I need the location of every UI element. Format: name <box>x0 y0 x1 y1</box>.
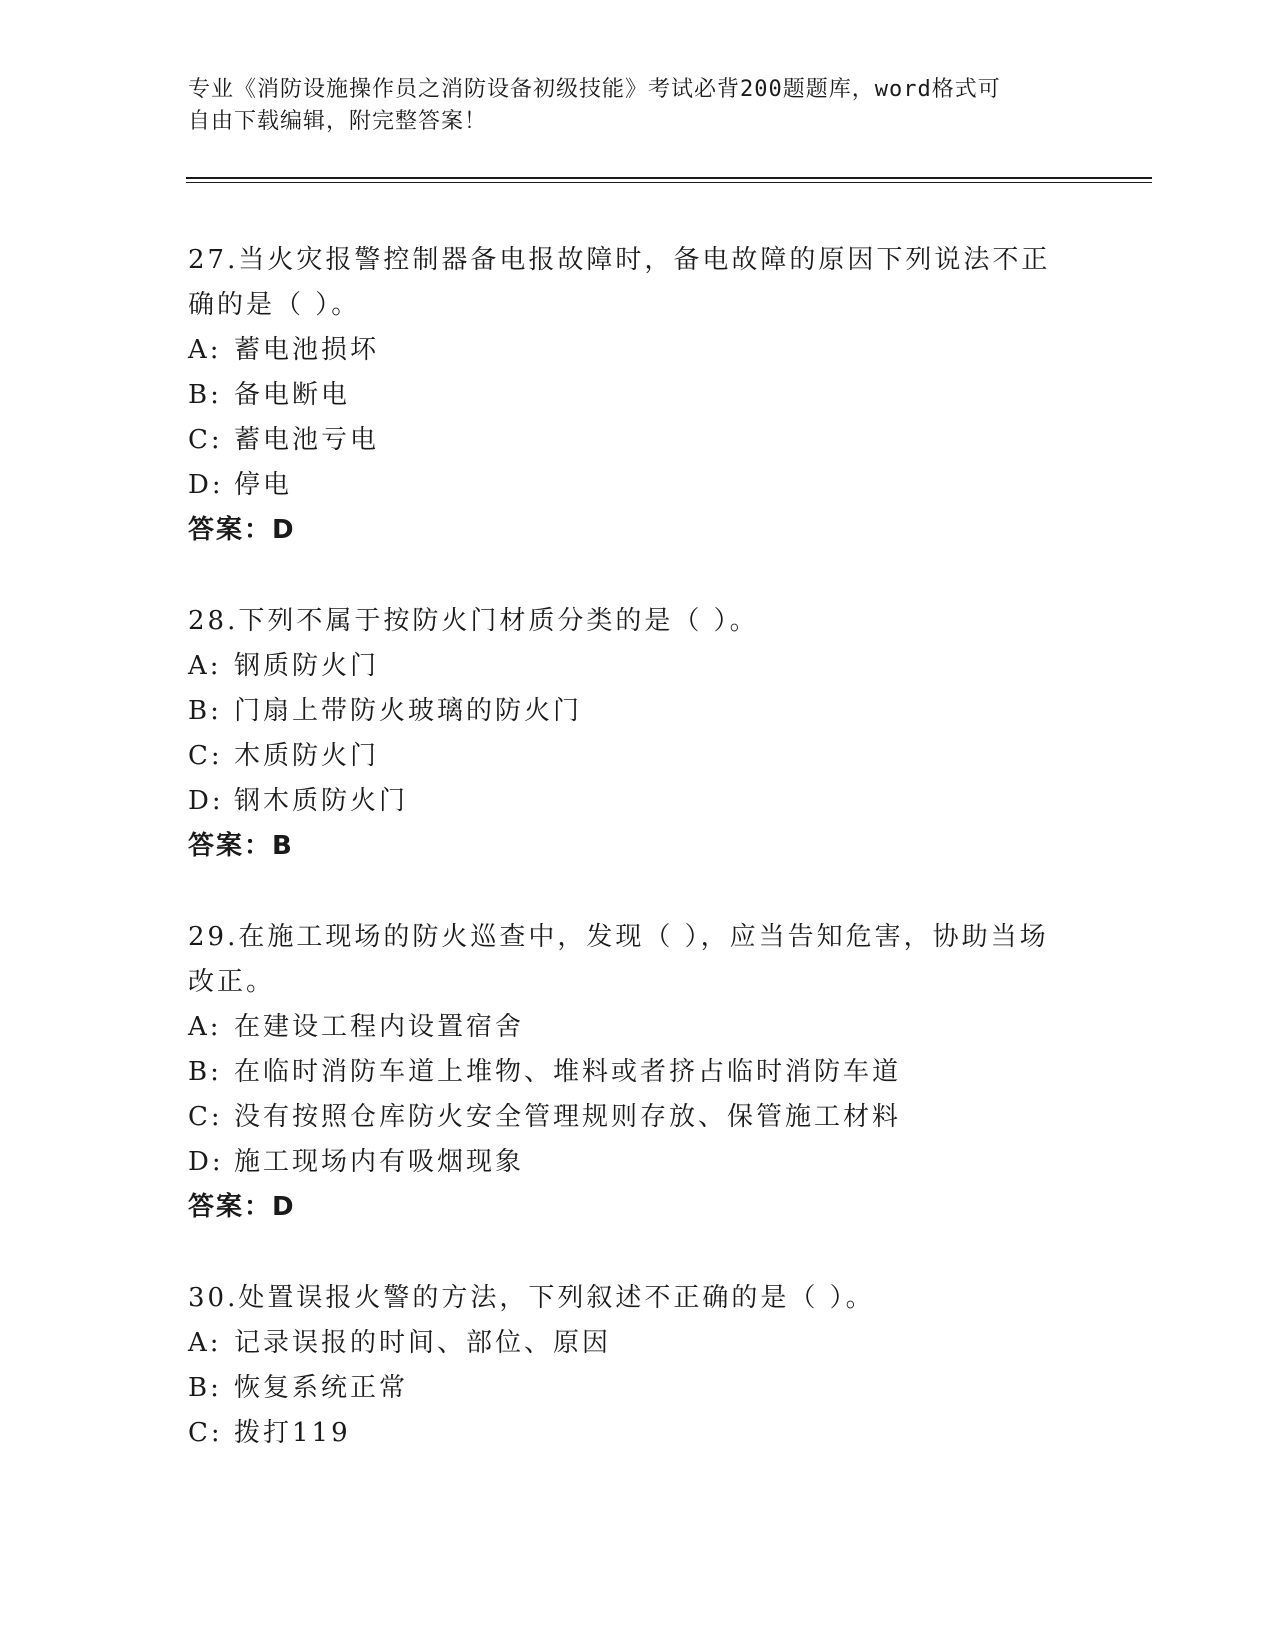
option-text: 木质防火门 <box>234 741 380 771</box>
header-line-2: 自由下载编辑，附完整答案！ <box>188 109 488 134</box>
document-header <box>188 74 1068 138</box>
option-c <box>188 1095 1088 1140</box>
option-b <box>188 1366 1088 1411</box>
question-text: 28.下列不属于按防火门材质分类的是（ ）。 <box>188 606 759 636</box>
option-a <box>188 328 1088 373</box>
answer-line: 答案：B <box>188 831 294 861</box>
option-letter: A: <box>188 1328 222 1358</box>
option-letter: C: <box>188 1102 223 1132</box>
header-divider-thick <box>186 177 1152 179</box>
option-text: 停电 <box>234 470 293 500</box>
option-text: 蓄电池亏电 <box>234 425 380 455</box>
header-line-1: 专业《消防设施操作员之消防设备初级技能》考试必背200题题库，word格式可 <box>188 77 1001 102</box>
question-27 <box>188 238 1088 553</box>
option-text: 记录误报的时间、部位、原因 <box>234 1328 612 1358</box>
answer-line: 答案：D <box>188 515 296 545</box>
header-divider-thin <box>186 182 1152 183</box>
question-list <box>188 238 1088 1502</box>
option-text: 备电断电 <box>234 380 351 410</box>
option-letter: D: <box>188 1147 224 1177</box>
question-29 <box>188 915 1088 1230</box>
option-b <box>188 689 1088 734</box>
question-text: 30.处置误报火警的方法，下列叙述不正确的是（ ）。 <box>188 1283 875 1313</box>
option-letter: D: <box>188 786 224 816</box>
option-letter: A: <box>188 1012 222 1042</box>
option-text: 在临时消防车道上堆物、堆料或者挤占临时消防车道 <box>234 1057 902 1087</box>
option-c <box>188 1411 1088 1456</box>
option-c <box>188 734 1088 779</box>
option-text: 恢复系统正常 <box>234 1373 409 1403</box>
option-text: 钢木质防火门 <box>234 786 409 816</box>
option-letter: B: <box>188 1057 222 1087</box>
option-d <box>188 463 1088 508</box>
option-letter: B: <box>188 380 222 410</box>
question-text: 27.当火灾报警控制器备电报故障时，备电故障的原因下列说法不正确的是（ ）。 <box>188 245 1051 320</box>
option-letter: B: <box>188 1373 222 1403</box>
option-d <box>188 779 1088 824</box>
option-letter: A: <box>188 651 222 681</box>
option-text: 蓄电池损坏 <box>234 335 380 365</box>
option-b <box>188 373 1088 418</box>
option-letter: C: <box>188 741 223 771</box>
option-letter: C: <box>188 425 223 455</box>
option-b <box>188 1050 1088 1095</box>
option-text: 施工现场内有吸烟现象 <box>234 1147 525 1177</box>
option-text: 拨打119 <box>234 1418 351 1448</box>
option-a <box>188 1005 1088 1050</box>
question-30 <box>188 1276 1088 1456</box>
option-d <box>188 1140 1088 1185</box>
option-a <box>188 644 1088 689</box>
option-a <box>188 1321 1088 1366</box>
option-text: 门扇上带防火玻璃的防火门 <box>234 696 583 726</box>
option-text: 钢质防火门 <box>234 651 380 681</box>
option-c <box>188 418 1088 463</box>
option-letter: C: <box>188 1418 223 1448</box>
option-letter: A: <box>188 335 222 365</box>
question-28 <box>188 599 1088 869</box>
option-letter: B: <box>188 696 222 726</box>
answer-line: 答案：D <box>188 1192 296 1222</box>
option-text: 在建设工程内设置宿舍 <box>234 1012 525 1042</box>
option-text: 没有按照仓库防火安全管理规则存放、保管施工材料 <box>234 1102 902 1132</box>
option-letter: D: <box>188 470 224 500</box>
question-text: 29.在施工现场的防火巡查中，发现（ ），应当告知危害，协助当场改正。 <box>188 922 1049 997</box>
